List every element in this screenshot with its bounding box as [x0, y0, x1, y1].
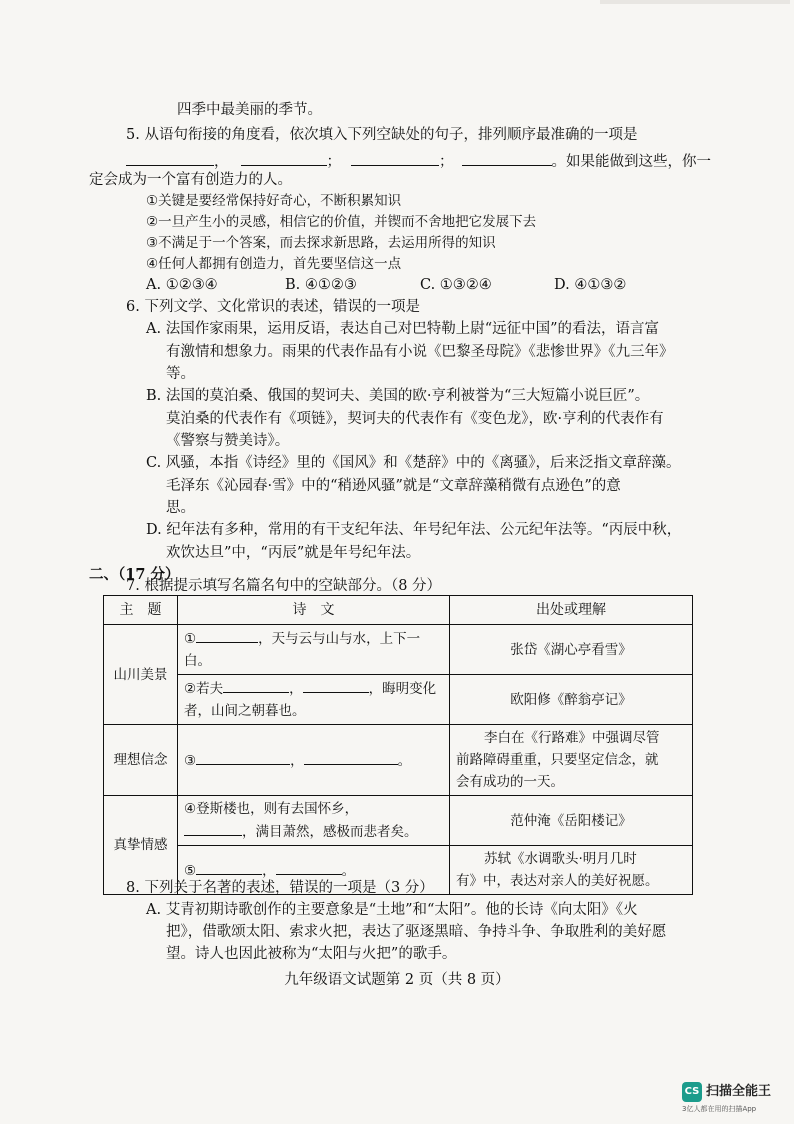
poem-cell-2: ②若夫 ， ，晦明变化 者，山间之朝暮也。	[178, 675, 450, 725]
theme-emotions: 真挚情感	[104, 796, 178, 895]
q8-a-line-3: 望。诗人也因此被称为“太阳与火把”的歌手。	[166, 946, 457, 962]
q5-choice-c[interactable]: C. ①③②④	[420, 277, 492, 293]
q8-stem: 8. 下列关于名著的表述，错误的一项是（3 分）	[126, 880, 434, 896]
q5-stem: 5. 从语句衔接的角度看，依次填入下列空缺处的句子，排列顺序最准确的一项是	[126, 127, 638, 143]
q8-a-line-2: 把》，借歌颂太阳、索求火把，表达了驱逐黑暗、争持斗争、争取胜利的美好愿	[166, 924, 667, 940]
poem-cell-5: ⑤ ， 。	[178, 846, 450, 895]
q6-stem: 6. 下列文学、文化常识的表述，错误的一项是	[126, 299, 420, 315]
q5-choice-a[interactable]: A. ①②③④	[146, 277, 218, 293]
q5-sep-3: ；	[439, 154, 454, 170]
table-header-row	[104, 596, 693, 625]
watermark-tagline: 3亿人都在用的扫描App	[682, 1105, 757, 1113]
q5-option-3: ③不满足于一个答案，而去探求新思路，去运用所得的知识	[146, 235, 496, 251]
source-cell-5: 苏轼《水调歌头·明月几时 有》中，表达对亲人的美好祝愿。	[450, 846, 693, 895]
q6-b-line-2: 莫泊桑的代表作有《项链》，契诃夫的代表作有《变色龙》，欧·亨利的代表作有	[166, 411, 664, 427]
poem-blank-3a[interactable]	[196, 749, 290, 765]
theme-ideals: 理想信念	[104, 725, 178, 796]
poem-blank-4[interactable]	[184, 820, 242, 836]
q6-d-line-2: 欢饮达旦”中，“丙辰”就是年号纪年法。	[166, 545, 421, 561]
q6-d-line-1[interactable]: D. 纪年法有多种，常用的有干支纪年法、年号纪年法、公元纪年法等。“丙辰中秋，	[146, 522, 682, 538]
scan-edge	[600, 0, 790, 4]
poem-cell-4: ④登斯楼也，则有去国怀乡， ，满目萧然，感极而悲者矣。	[178, 796, 450, 846]
poem-blank-3b[interactable]	[304, 749, 398, 765]
header-theme: 主 题	[104, 596, 178, 625]
q6-c-line-2: 毛泽东《沁园春·雪》中的“稍逊风骚”就是“文章辞藻稍微有点逊色”的意	[166, 478, 621, 494]
q6-b-line-1[interactable]: B. 法国的莫泊桑、俄国的契诃夫、美国的欧·亨利被誉为“三大短篇小说巨匠”。	[146, 388, 650, 404]
header-source: 出处或理解	[450, 596, 693, 625]
poem-blank-5a[interactable]	[196, 859, 262, 875]
q5-option-1: ①关键是要经常保持好奇心，不断积累知识	[146, 193, 402, 209]
page-footer: 九年级语文试题第 2 页（共 8 页）	[284, 972, 510, 988]
table-row	[104, 796, 693, 846]
q5-sep-1: ，	[214, 154, 229, 170]
q5-option-2: ②一旦产生小的灵感，相信它的价值，并锲而不舍地把它发展下去	[146, 214, 537, 230]
table-row	[104, 675, 693, 725]
q6-c-line-1[interactable]: C. 风骚，本指《诗经》里的《国风》和《楚辞》中的《离骚》，后来泛指文章辞藻。	[146, 455, 681, 471]
poem-cell-1: ① ，天与云与山与水，上下一 白。	[178, 625, 450, 675]
q8-a-line-1[interactable]: A. 艾青初期诗歌创作的主要意象是“土地”和“太阳”。他的长诗《向太阳》《火	[146, 902, 638, 918]
poem-blank-2a[interactable]	[223, 677, 289, 693]
source-cell-1: 张岱《湖心亭看雪》	[450, 625, 693, 675]
q5-tail: 。如果能做到这些，你一	[551, 154, 711, 170]
q6-a-line-2: 有激情和想象力。雨果的代表作品有小说《巴黎圣母院》《悲惨世界》《九三年》	[166, 344, 674, 360]
q5-option-4: ④任何人都拥有创造力，首先要坚信这一点	[146, 256, 402, 272]
theme-landscape: 山川美景	[104, 625, 178, 725]
poem-blank-5b[interactable]	[276, 859, 342, 875]
section-2-heading: 二、（17 分）	[89, 566, 180, 583]
q5-sep-2: ；	[326, 154, 341, 170]
q6-a-line-3: 等。	[166, 366, 195, 382]
poem-blank-1[interactable]	[196, 627, 258, 643]
q5-choice-d[interactable]: D. ④①③②	[554, 277, 627, 293]
source-cell-4: 范仲淹《岳阳楼记》	[450, 796, 693, 846]
q5-blank-2[interactable]	[241, 150, 327, 166]
source-cell-3: 李白在《行路难》中强调尽管 前路障碍重重，只要坚定信念，就 会有成功的一天。	[450, 725, 693, 796]
q5-blank-1[interactable]	[126, 150, 214, 166]
q6-a-line-1[interactable]: A. 法国作家雨果，运用反语，表达自己对巴特勒上尉“远征中国”的看法，语言富	[146, 321, 660, 337]
q5-choice-b[interactable]: B. ④①②③	[285, 277, 357, 293]
q7-stem: 7. 根据提示填写名篇名句中的空缺部分。（8 分）	[126, 578, 442, 594]
q5-continuation: 定会成为一个富有创造力的人。	[89, 172, 292, 188]
camscanner-logo: CS	[682, 1082, 702, 1102]
poem-blank-2b[interactable]	[303, 677, 369, 693]
q7-table	[103, 595, 693, 895]
poem-cell-3: ③ ， 。	[178, 725, 450, 796]
q5-blanks-line	[126, 150, 711, 172]
table-row	[104, 625, 693, 675]
header-poem: 诗 文	[178, 596, 450, 625]
q5-blank-3[interactable]	[351, 150, 439, 166]
scanner-watermark	[682, 1082, 776, 1116]
table-row	[104, 725, 693, 796]
intro-line: 四季中最美丽的季节。	[177, 102, 322, 118]
source-cell-2: 欧阳修《醉翁亭记》	[450, 675, 693, 725]
q6-c-line-3: 思。	[166, 500, 195, 516]
watermark-name: 扫描全能王	[706, 1084, 772, 1099]
q6-b-line-3: 《警察与赞美诗》。	[166, 433, 290, 449]
q5-blank-4[interactable]	[462, 150, 552, 166]
